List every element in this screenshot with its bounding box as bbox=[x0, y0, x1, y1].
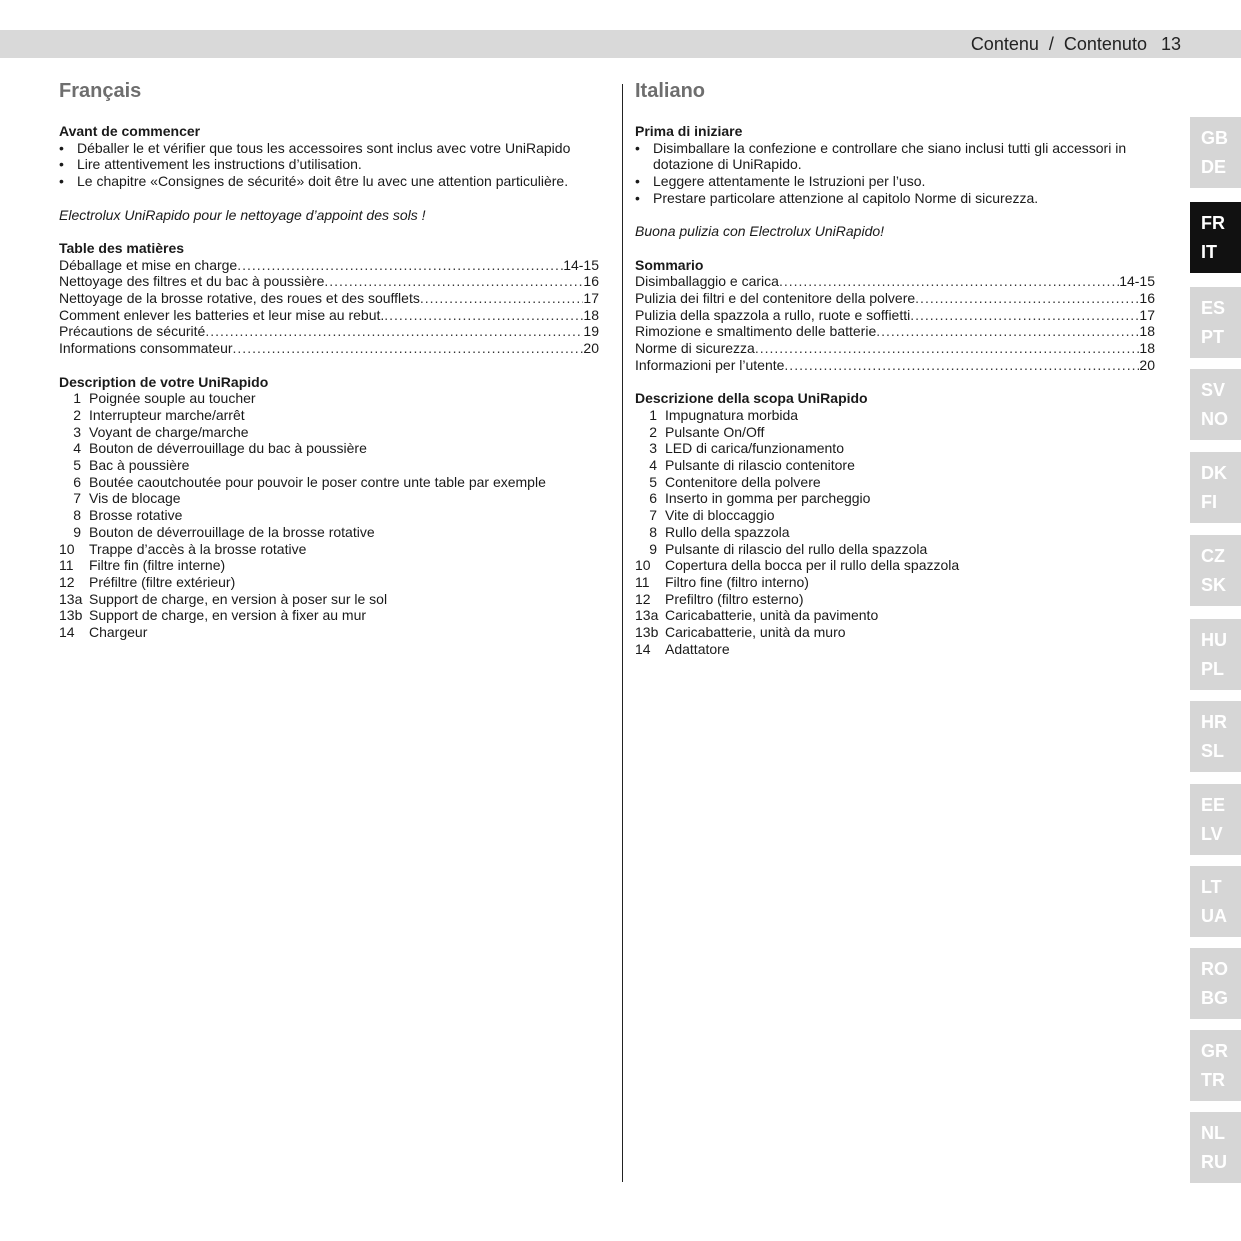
toc-entry[interactable] bbox=[59, 307, 599, 324]
description-title: Description de votre UniRapido bbox=[59, 373, 269, 390]
toc-entry-title: Pulizia dei filtri e del contenitore della polvere bbox=[635, 290, 916, 306]
toc-entry[interactable] bbox=[59, 257, 599, 274]
toc-leader-dots bbox=[784, 357, 1139, 374]
part-label: Filtre fin (filtre interne) bbox=[89, 557, 226, 574]
part-number: 4 bbox=[649, 457, 657, 474]
toc-leader-dots bbox=[384, 307, 583, 324]
page-number: 13 bbox=[1160, 34, 1181, 54]
parts-list bbox=[59, 390, 599, 641]
language-tab-hu-pl[interactable] bbox=[1190, 619, 1241, 690]
toc-leader-dots bbox=[910, 307, 1139, 324]
toc-entry-page: 20 bbox=[583, 340, 599, 357]
part-number: 13b bbox=[59, 607, 83, 624]
part-item bbox=[635, 524, 1155, 541]
bullet-item: • Lire attentivement les instructions d’utilisation. bbox=[59, 156, 362, 173]
language-code: ES bbox=[1201, 298, 1226, 318]
column-divider bbox=[622, 84, 623, 1182]
language-tab-es-pt[interactable] bbox=[1190, 287, 1241, 358]
toc-leader-dots bbox=[233, 340, 584, 357]
part-number: 6 bbox=[73, 473, 81, 490]
language-code: NL bbox=[1201, 1123, 1225, 1143]
language-tab-sv-no[interactable] bbox=[1190, 369, 1241, 440]
language-code: DE bbox=[1201, 157, 1227, 177]
bullet-item: • Disimballare la confezione e controllare che siano inclusi tutti gli accessori in dotazione di UniRapido. bbox=[635, 139, 1127, 173]
part-number: 8 bbox=[649, 523, 657, 540]
toc-entry-title: Rimozione e smaltimento delle batterie bbox=[635, 323, 877, 340]
language-code: SV bbox=[1201, 380, 1226, 400]
language-code: DK bbox=[1201, 463, 1227, 483]
toc-entry-title: Norme di sicurezza bbox=[635, 340, 755, 357]
toc-entry[interactable] bbox=[59, 273, 599, 290]
toc-leader-dots bbox=[205, 323, 583, 340]
part-number: 9 bbox=[73, 523, 81, 540]
toc-entry-title: Disimballaggio e carica bbox=[635, 273, 779, 290]
part-number: 12 bbox=[59, 573, 75, 590]
toc-entry-page: 19 bbox=[583, 323, 599, 340]
part-number: 7 bbox=[73, 490, 81, 507]
toc-leader-dots bbox=[915, 290, 1139, 307]
language-code: GR bbox=[1201, 1041, 1228, 1061]
part-item bbox=[59, 607, 599, 624]
page-header bbox=[971, 30, 1181, 58]
part-item bbox=[59, 490, 599, 507]
toc-title: Sommario bbox=[635, 256, 704, 273]
toc-entry-page: 14-15 bbox=[563, 256, 599, 273]
part-label: Brosse rotative bbox=[89, 507, 183, 524]
part-item bbox=[635, 574, 1155, 591]
part-label: Filtro fine (filtro interno) bbox=[665, 573, 809, 590]
part-label: Bouton de déverrouillage de la brosse rotative bbox=[89, 523, 375, 540]
part-label: Vis de blocage bbox=[89, 490, 181, 507]
part-item bbox=[635, 474, 1155, 491]
toc-leader-dots bbox=[420, 290, 584, 307]
toc-title: Table des matières bbox=[59, 239, 185, 256]
french-column bbox=[59, 76, 599, 641]
language-tab-lt-ua[interactable] bbox=[1190, 866, 1241, 937]
part-label: Trappe d’accès à la brosse rotative bbox=[89, 540, 307, 557]
part-number: 4 bbox=[73, 440, 81, 457]
part-item bbox=[59, 474, 599, 491]
toc-leader-dots bbox=[779, 273, 1119, 290]
part-item bbox=[635, 490, 1155, 507]
header-separator: / bbox=[1048, 34, 1054, 54]
part-item bbox=[59, 507, 599, 524]
bullet-item: • Déballer le et vérifier que tous les accessoires sont inclus avec votre UniRapido bbox=[59, 139, 571, 156]
part-item bbox=[635, 591, 1155, 608]
parts-list bbox=[635, 407, 1155, 658]
toc-entry-page: 18 bbox=[1139, 323, 1155, 340]
header-title-it: Contenuto bbox=[1063, 34, 1147, 54]
part-number: 12 bbox=[635, 590, 651, 607]
before-start-title: Avant de commencer bbox=[59, 123, 201, 139]
language-code: UA bbox=[1201, 906, 1227, 926]
toc-entry[interactable] bbox=[635, 273, 1155, 290]
table-of-contents bbox=[59, 257, 599, 357]
toc-entry-page: 17 bbox=[583, 290, 599, 306]
toc-entry-title: Pulizia della spazzola a rullo, ruote e soffietti bbox=[635, 306, 911, 323]
part-item bbox=[635, 440, 1155, 457]
part-number: 1 bbox=[73, 390, 81, 407]
toc-entry-title: Informations consommateur bbox=[59, 340, 233, 357]
language-tab-cz-sk[interactable] bbox=[1190, 535, 1241, 606]
part-number: 5 bbox=[649, 473, 657, 490]
part-label: LED di carica/funzionamento bbox=[665, 440, 844, 457]
part-label: Rullo della spazzola bbox=[665, 523, 790, 540]
tagline: Electrolux UniRapido pour le nettoyage d’appoint des sols ! bbox=[59, 206, 426, 223]
italian-column bbox=[635, 76, 1155, 657]
part-item bbox=[635, 641, 1155, 658]
part-label: Boutée caoutchoutée pour pouvoir le poser contre unte table par exemple bbox=[89, 473, 546, 490]
bullet-item: • Leggere attentamente le Istruzioni per l’uso. bbox=[635, 173, 926, 190]
part-number: 10 bbox=[635, 557, 651, 574]
bullet-item: • Le chapitre «Consignes de sécurité» doit être lu avec une attention particulière. bbox=[59, 173, 569, 190]
language-code: BG bbox=[1201, 988, 1228, 1008]
toc-entry-page: 16 bbox=[583, 273, 599, 290]
language-code: FI bbox=[1201, 492, 1217, 512]
part-number: 13a bbox=[635, 607, 659, 624]
part-item bbox=[59, 574, 599, 591]
toc-entry-page: 18 bbox=[1139, 340, 1155, 357]
part-number: 8 bbox=[73, 507, 81, 524]
part-number: 6 bbox=[649, 490, 657, 507]
part-item bbox=[59, 591, 599, 608]
part-number: 10 bbox=[59, 540, 75, 557]
part-label: Adattatore bbox=[665, 640, 730, 657]
part-label: Pulsante di rilascio del rullo della spazzola bbox=[665, 540, 928, 557]
toc-entry-title: Précautions de sécurité bbox=[59, 323, 206, 340]
language-code: HR bbox=[1201, 712, 1227, 732]
language-tab-ro-bg[interactable] bbox=[1190, 948, 1241, 1019]
language-code: RO bbox=[1201, 959, 1228, 979]
toc-entry[interactable] bbox=[635, 357, 1155, 374]
part-item bbox=[635, 557, 1155, 574]
part-label: Vite di bloccaggio bbox=[665, 507, 775, 524]
toc-entry[interactable] bbox=[59, 290, 599, 307]
toc-entry[interactable] bbox=[635, 340, 1155, 357]
part-item bbox=[59, 440, 599, 457]
toc-entry[interactable] bbox=[59, 323, 599, 340]
part-item bbox=[635, 457, 1155, 474]
part-label: Poignée souple au toucher bbox=[89, 390, 256, 407]
part-label: Copertura della bocca per il rullo della spazzola bbox=[665, 557, 960, 574]
part-number: 9 bbox=[649, 540, 657, 557]
language-code: EE bbox=[1201, 795, 1226, 815]
part-label: Support de charge, en version à fixer au mur bbox=[89, 607, 367, 624]
part-item bbox=[635, 507, 1155, 524]
part-label: Prefiltro (filtro esterno) bbox=[665, 590, 804, 607]
language-tab-gb-de[interactable] bbox=[1190, 117, 1241, 188]
part-label: Caricabatterie, unità da pavimento bbox=[665, 607, 879, 624]
toc-entry-page: 16 bbox=[1139, 290, 1155, 306]
language-tab-gr-tr[interactable] bbox=[1190, 1030, 1241, 1101]
language-code: TR bbox=[1201, 1070, 1225, 1090]
language-tab-dk-fi[interactable] bbox=[1190, 452, 1241, 523]
part-item bbox=[635, 407, 1155, 424]
toc-entry[interactable] bbox=[635, 323, 1155, 340]
part-number: 3 bbox=[73, 423, 81, 440]
toc-entry[interactable] bbox=[59, 340, 599, 357]
part-item bbox=[635, 424, 1155, 441]
part-number: 11 bbox=[635, 573, 650, 590]
part-item bbox=[635, 607, 1155, 624]
part-number: 11 bbox=[59, 557, 74, 574]
description-title: Descrizione della scopa UniRapido bbox=[635, 390, 868, 407]
part-label: Voyant de charge/marche bbox=[89, 423, 249, 440]
part-label: Support de charge, en version à poser sur le sol bbox=[89, 590, 388, 607]
part-item bbox=[59, 424, 599, 441]
part-label: Pulsante di rilascio contenitore bbox=[665, 457, 855, 474]
toc-entry-title: Nettoyage des filtres et du bac à poussière bbox=[59, 273, 325, 290]
toc-entry-page: 18 bbox=[583, 306, 599, 323]
language-tab-hr-sl[interactable] bbox=[1190, 701, 1241, 772]
bullet-item: • Prestare particolare attenzione al capitolo Norme di sicurezza. bbox=[635, 189, 1039, 206]
part-label: Interrupteur marche/arrêt bbox=[89, 406, 245, 423]
toc-leader-dots bbox=[876, 323, 1139, 340]
language-code: FR bbox=[1201, 213, 1225, 233]
toc-entry[interactable] bbox=[635, 307, 1155, 324]
language-code: CZ bbox=[1201, 546, 1225, 566]
language-title-italian: Italiano bbox=[635, 80, 706, 102]
language-tab-fr-it[interactable] bbox=[1190, 202, 1241, 273]
part-label: Bouton de déverrouillage du bac à poussière bbox=[89, 440, 367, 457]
language-code: NO bbox=[1201, 409, 1228, 429]
part-label: Caricabatterie, unità da muro bbox=[665, 624, 846, 641]
tagline: Buona pulizia con Electrolux UniRapido! bbox=[635, 223, 885, 240]
toc-entry-title: Déballage et mise en charge bbox=[59, 256, 238, 273]
part-number: 13b bbox=[635, 624, 659, 641]
toc-entry-page: 20 bbox=[1139, 356, 1155, 373]
part-label: Inserto in gomma per parcheggio bbox=[665, 490, 871, 507]
part-label: Bac à poussière bbox=[89, 457, 190, 474]
part-label: Contenitore della polvere bbox=[665, 473, 821, 490]
toc-leader-dots bbox=[324, 273, 583, 290]
before-start-title: Prima di iniziare bbox=[635, 123, 743, 139]
language-code: PT bbox=[1201, 327, 1225, 347]
language-code: PL bbox=[1201, 659, 1225, 679]
part-number: 7 bbox=[649, 507, 657, 524]
part-label: Impugnatura morbida bbox=[665, 406, 799, 423]
language-code: HU bbox=[1201, 630, 1227, 650]
table-of-contents bbox=[635, 273, 1155, 373]
language-tab-ee-lv[interactable] bbox=[1190, 784, 1241, 855]
part-item bbox=[59, 390, 599, 407]
toc-entry-title: Informazioni per l’utente bbox=[635, 356, 785, 373]
toc-entry[interactable] bbox=[635, 290, 1155, 307]
toc-leader-dots bbox=[237, 257, 563, 274]
language-code: GB bbox=[1201, 128, 1228, 148]
language-code: SL bbox=[1201, 741, 1225, 761]
part-item bbox=[59, 624, 599, 641]
part-number: 2 bbox=[73, 406, 81, 423]
part-item bbox=[635, 624, 1155, 641]
part-label: Chargeur bbox=[89, 624, 148, 641]
part-item bbox=[59, 524, 599, 541]
language-code: RU bbox=[1201, 1152, 1227, 1172]
part-number: 3 bbox=[649, 440, 657, 457]
part-item bbox=[59, 541, 599, 558]
part-item bbox=[635, 541, 1155, 558]
part-number: 14 bbox=[635, 640, 651, 657]
bullet-continuation: dotazione di UniRapido. bbox=[653, 156, 802, 173]
language-code: LT bbox=[1201, 877, 1222, 897]
toc-entry-title: Comment enlever les batteries et leur mise au rebut. bbox=[59, 306, 385, 323]
part-item bbox=[59, 407, 599, 424]
part-number: 1 bbox=[649, 406, 657, 423]
toc-entry-page: 17 bbox=[1139, 306, 1155, 323]
part-item bbox=[59, 557, 599, 574]
language-code: LV bbox=[1201, 824, 1223, 844]
toc-leader-dots bbox=[755, 340, 1140, 357]
header-title-fr: Contenu bbox=[970, 34, 1039, 54]
language-title-french: Français bbox=[59, 80, 142, 102]
part-number: 14 bbox=[59, 624, 75, 641]
language-tab-nl-ru[interactable] bbox=[1190, 1112, 1241, 1183]
part-number: 13a bbox=[59, 590, 83, 607]
part-label: Pulsante On/Off bbox=[665, 423, 765, 440]
toc-entry-page: 14-15 bbox=[1119, 273, 1155, 290]
part-item bbox=[59, 457, 599, 474]
toc-entry-title: Nettoyage de la brosse rotative, des roues et des soufflets bbox=[59, 290, 420, 306]
language-code: IT bbox=[1201, 242, 1217, 262]
part-number: 2 bbox=[649, 423, 657, 440]
language-code: SK bbox=[1201, 575, 1227, 595]
part-label: Préfiltre (filtre extérieur) bbox=[89, 573, 236, 590]
part-number: 5 bbox=[73, 457, 81, 474]
